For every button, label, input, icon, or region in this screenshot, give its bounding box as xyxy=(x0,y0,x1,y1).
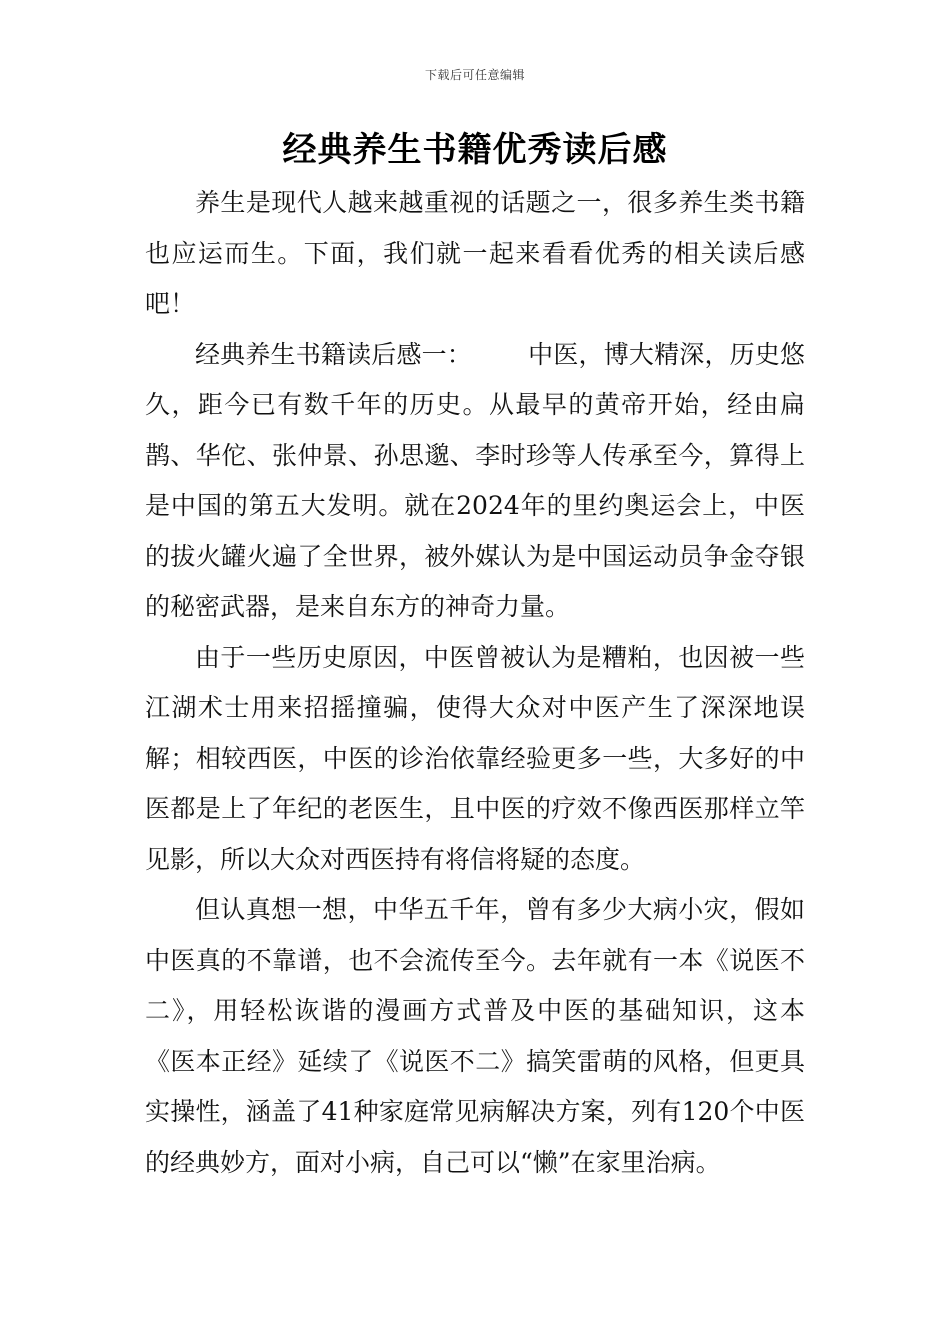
section1-text: 中医，博大精深，历史悠久，距今已有数千年的历史。从最早的黄帝开始，经由扁鹊、华佗、张仲景、孙思邈、李时珍等人传承至今，算得上是中国的第五大发明。就在2024年的里约奥运会上，中医的拔火罐火遍了全世界，被外媒认为是中国运动员争金夺银的秘密武器，是来自东方的神奇力量。 xyxy=(145,339,805,621)
paragraph-3: 但认真想一想，中华五千年，曾有多少大病小灾，假如中医真的不靠谱，也不会流传至今。去年就有一本《说医不二》，用轻松诙谐的漫画方式普及中医的基础知识，这本《医本正经》延续了《说医不二》搞笑雷萌的风格，但更具实操性，涵盖了41种家庭常见病解决方案，列有120个中医的经典妙方，面对小病，自己可以“懒”在家里治病。 xyxy=(145,895,805,1177)
section1-heading: 经典养生书籍读后感一： xyxy=(195,339,472,369)
article-body xyxy=(145,178,805,1188)
paragraph-2: 由于一些历史原因，中医曾被认为是糟粕，也因被一些江湖术士用来招摇撞骗，使得大众对中医产生了深深地误解；相较西医，中医的诊治依靠经验更多一些，大多好的中医都是上了年纪的老医生，且中医的疗效不像西医那样立竿见影，所以大众对西医持有将信将疑的态度。 xyxy=(145,642,805,874)
intro-paragraph: 养生是现代人越来越重视的话题之一，很多养生类书籍也应运而生。下面，我们就一起来看看优秀的相关读后感吧！ xyxy=(145,188,805,318)
section1-paragraph xyxy=(145,330,805,633)
header-note: 下载后可任意编辑 xyxy=(424,68,525,82)
document-title: 经典养生书籍优秀读后感 xyxy=(282,130,668,170)
